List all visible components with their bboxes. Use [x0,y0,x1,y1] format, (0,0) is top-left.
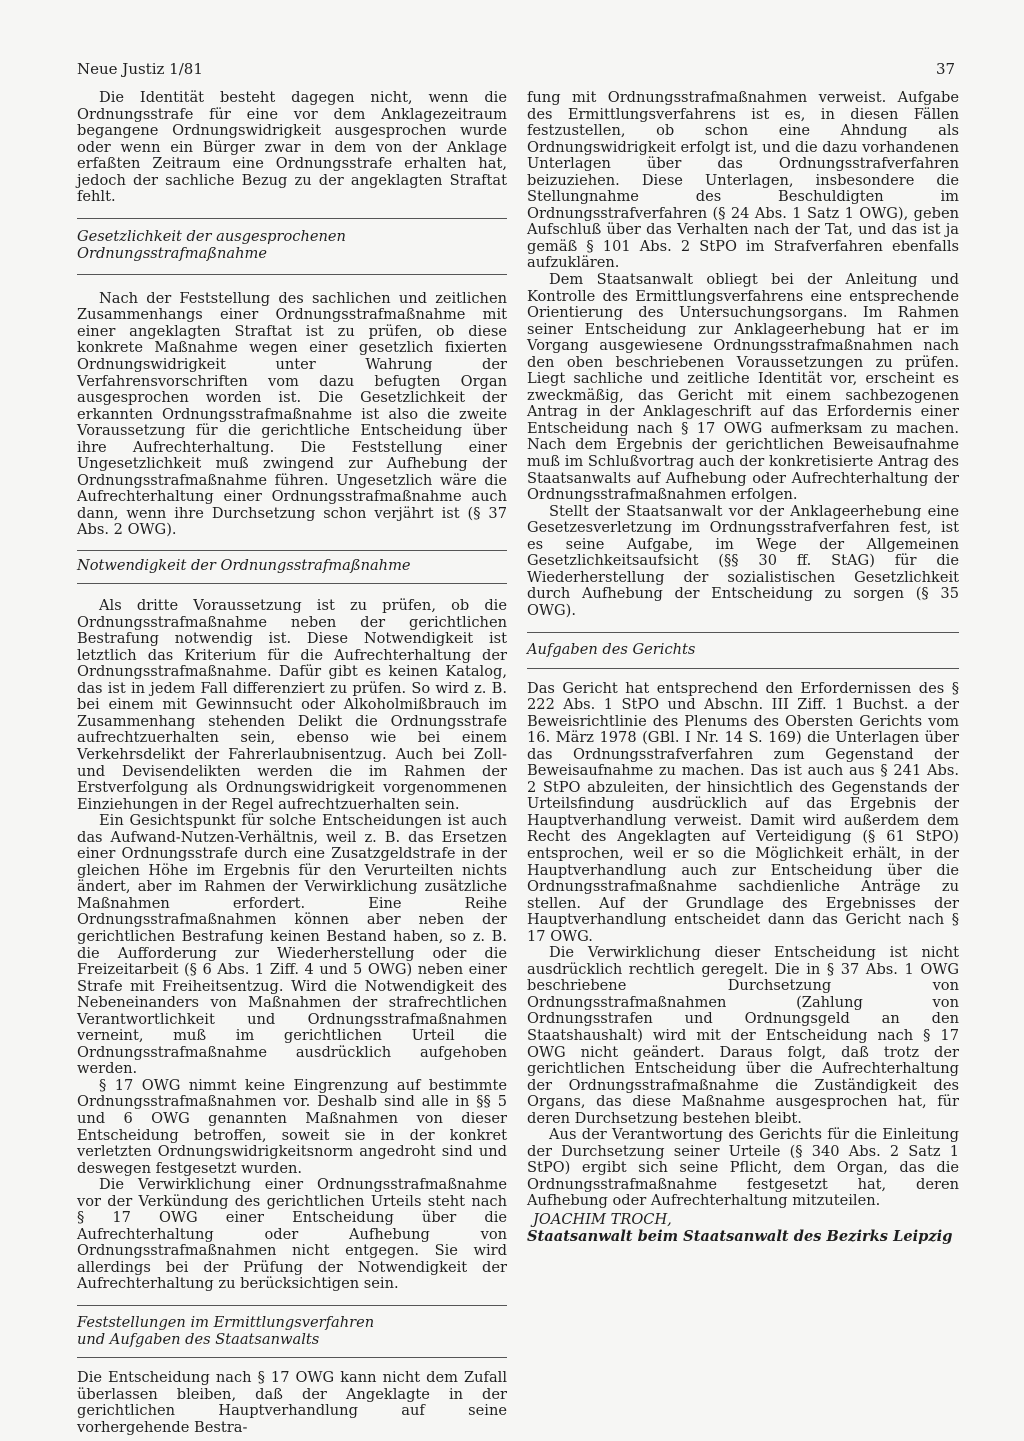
journal-header: Neue Justiz 1/81 [77,60,203,78]
section-divider [77,550,507,551]
left-column [77,90,507,1436]
section-divider [527,668,959,669]
paragraph: Die Entscheidung nach § 17 OWG kann nicht dem Zufall überlassen bleiben, daß der Angeklagte in der gerichtlichen Hauptverhandlung auf seine vorhergehende Bestra- [77,1369,507,1436]
paragraph: Die Verwirklichung dieser Entscheidung ist nicht ausdrücklich rechtlich geregelt. Die in § 37 Abs. 1 OWG beschriebene Durchsetzung von Ordnungsstrafmaßnahmen (Zahlung von Ordnungsstrafen und Ordnungsgeld an den Staatshaushalt) wird mit der Entscheidung nach § 17 OWG nicht geändert. Daraus folgt, daß trotz der gerichtlichen Entscheidung über die Aufrechterhaltung der Ordnungsstrafmaßnahme die Zuständigkeit des Organs, das diese Maßnahme ausgesprochen hat, für deren Durchsetzung bestehen bleibt. [527,944,959,1127]
section-heading: Feststellungen im Ermittlungsverfahren und Aufgaben des Staatsanwalts [77,1314,375,1348]
section-divider [77,1305,507,1306]
section-divider [77,274,507,275]
paragraph: Aus der Verantwortung des Gerichts für die Einleitung der Durchsetzung seiner Urteile (§ 340 Abs. 2 Satz 1 StPO) ergibt sich seine Pflicht, dem Organ, das die Ordnungsstrafmaßnahme festgesetzt hat, deren Aufhebung oder Aufrechterhaltung mitzuteilen. [527,1126,959,1210]
section-divider [77,218,507,219]
paragraph: Dem Staatsanwalt obliegt bei der Anleitung und Kontrolle des Ermittlungsverfahrens eine entsprechende Orientierung des Untersuchungsorgans. Im Rahmen seiner Entscheidung zur Anklageerhebung hat er im Vorgang ausgewiesene Ordnungsstrafmaßnahmen nach den oben beschriebenen Voraussetzungen zu prüfen. Liegt sachliche und zeitliche Identität vor, erscheint es zweckmäßig, das Gericht mit einem sachbezogenen Antrag in der Anklageschrift auf das Erfordernis einer Entscheidung nach § 17 OWG aufmerksam zu machen. Nach dem Ergebnis der gerichtlichen Beweisaufnahme muß im Schlußvortrag auch der konkretisierte Antrag des Staatsanwalts auf Aufhebung oder Aufrechterhaltung der Ordnungsstrafmaßnahmen erfolgen. [527,271,959,504]
paragraph: Als dritte Voraussetzung ist zu prüfen, ob die Ordnungsstrafmaßnahme neben der gerichtlichen Bestrafung notwendig ist. Diese Notwendigkeit ist letztlich das Kriterium für die Aufrechterhaltung der Ordnungsstrafmaßnahme. Dafür gibt es keinen Katalog, das ist in jedem Fall differenziert zu prüfen. So wird z. B. bei einem mit Gewinnsucht oder Alkoholmißbrauch im Zusammenhang stehenden Delikt die Ordnungsstrafe aufrechtzuerhalten sein, ebenso wie bei einem Verkehrsdelikt der Fahrerlaubnisentzug. Auch bei Zoll- und Devisendelikten werden die im Rahmen der Erstverfolgung als Ordnungswidrigkeit vorgenommenen Einziehungen in der Regel aufrechtzuerhalten sein. [77,597,507,813]
paragraph: Ein Gesichtspunkt für solche Entscheidungen ist auch das Aufwand-Nutzen-Verhältnis, weil z. B. das Ersetzen einer Ordnungsstrafe durch eine Zusatzgeldstrafe in der gleichen Höhe im Ergebnis für den Verurteilten nichts ändert, aber im Rahmen der Verwirklichung zusätzliche Maßnahmen erfordert. Eine Reihe Ordnungsstrafmaßnahmen können aber neben der gerichtlichen Bestrafung keinen Bestand haben, so z. B. die Aufforderung zur Wiederherstellung oder die Freizeitarbeit (§ 6 Abs. 1 Ziff. 4 und 5 OWG) neben einer Strafe mit Freiheitsentzug. Wird die Notwendigkeit des Nebeneinanders von Maßnahmen der strafrechtlichen Verantwortlichkeit und Ordnungsstrafmaßnahmen verneint, muß im gerichtlichen Urteil die Ordnungsstrafmaßnahme ausdrücklich aufgehoben werden. [77,812,507,1078]
paragraph: Das Gericht hat entsprechend den Erfordernissen des § 222 Abs. 1 StPO und Abschn. III Ziff. 1 Buchst. a der Beweisrichtlinie des Plenums des Obersten Gerichts vom 16. März 1978 (GBl. I Nr. 14 S. 169) die Unterlagen über das Ordnungsstrafverfahren zum Gegenstand der Beweisaufnahme zu machen. Das ist auch aus § 241 Abs. 2 StPO abzuleiten, der hinsichtlich des Gegenstands der Urteilsfindung ausdrücklich auf das Ergebnis der Hauptverhandlung verweist. Damit wird außerdem dem Recht des Angeklagten auf Verteidigung (§ 61 StPO) entsprochen, weil er so die Möglichkeit erhält, in der Hauptverhandlung auch zur Entscheidung über die Ordnungsstrafmaßnahme sachdienliche Anträge zu stellen. Auf der Grundlage des Ergebnisses der Hauptverhandlung entscheidet dann das Gericht nach § 17 OWG. [527,679,959,945]
section-heading: Aufgaben des Gerichts [527,640,696,658]
section-heading: Notwendigkeit der Ordnungsstrafmaßnahme [77,557,411,575]
page-number: 37 [936,60,956,78]
paragraph: § 17 OWG nimmt keine Eingrenzung auf bestimmte Ordnungsstrafmaßnahmen vor. Deshalb sind alle in §§ 5 und 6 OWG genannten Maßnahmen von dieser Entscheidung betroffen, soweit sie in der konkret verletzten Ordnungswidrigkeitsnorm angedroht sind und deswegen festgesetzt wurden. [77,1076,507,1177]
paragraph: Nach der Feststellung des sachlichen und zeitlichen Zusammenhangs einer Ordnungsstrafmaßnahme mit einer angeklagten Straftat ist zu prüfen, ob diese konkrete Maßnahme wegen einer gesetzlich fixierten Ordnungswidrigkeit unter Wahrung der Verfahrensvorschriften vom dazu befugten Organ ausgesprochen worden ist. Die Gesetzlichkeit der erkannten Ordnungsstrafmaßnahme ist also die zweite Voraussetzung für die gerichtliche Entscheidung über ihre Aufrechterhaltung. Die Feststellung einer Ungesetzlichkeit muß zwingend zur Aufhebung der Ordnungsstrafmaßnahme führen. Ungesetzlich wäre die Aufrechterhaltung einer Ordnungsstrafmaßnahme auch dann, wenn ihre Durchsetzung schon verjährt ist (§ 37 Abs. 2 OWG). [77,289,507,539]
section-divider [77,583,507,584]
section-heading: Gesetzlichkeit der ausgesprochenen Ordnungsstrafmaßnahme [77,227,346,262]
right-column [527,90,959,1246]
author-name: JOACHIM TROCH, [533,1211,672,1228]
section-divider [527,632,959,633]
paragraph: fung mit Ordnungsstrafmaßnahmen verweist. Aufgabe des Ermittlungsverfahrens ist es, in diesen Fällen festzustellen, ob schon eine Ahndung als Ordnungswidrigkeit erfolgt ist, und die dazu vorhandenen Unterlagen über das Ordnungsstrafverfahren beizuziehen. Diese Unterlagen, insbesondere die Stellungnahme des Beschuldigten im Ordnungsstrafverfahren (§ 24 Abs. 1 Satz 1 OWG), geben Aufschluß über das Verhalten nach der Tat, und das ist ja gemäß § 101 Abs. 2 StPO im Strafverfahren ebenfalls aufzuklären. [527,89,959,272]
paragraph: Die Verwirklichung einer Ordnungsstrafmaßnahme vor der Verkündung des gerichtlichen Urteils steht nach § 17 OWG einer Entscheidung über die Aufrechterhaltung oder Aufhebung von Ordnungsstrafmaßnahmen nicht entgegen. Sie wird allerdings bei der Prüfung der Notwendigkeit der Aufrechterhaltung zu berücksichtigen sein. [77,1176,507,1293]
paragraph: Die Identität besteht dagegen nicht, wenn die Ordnungsstrafe für eine vor dem Anklagezeitraum begangene Ordnungswidrigkeit ausgesprochen wurde oder wenn ein Bürger zwar in dem von der Anklage erfaßten Zeitraum eine Ordnungsstrafe erhalten hat, jedoch der sachliche Bezug zu der angeklagten Straftat fehlt. [77,89,507,206]
section-divider [77,1357,507,1358]
author-title: Staatsanwalt beim Staatsanwalt des Bezirks Leipzig [527,1227,953,1245]
paragraph: Stellt der Staatsanwalt vor der Anklageerhebung eine Gesetzesverletzung im Ordnungsstrafverfahren fest, ist es seine Aufgabe, im Wege der Allgemeinen Gesetzlichkeitsaufsicht (§§ 30 ff. StAG) für die Wiederherstellung der sozialistischen Gesetzlichkeit durch Aufhebung der Entscheidung zu sorgen (§ 35 OWG). [527,502,959,619]
